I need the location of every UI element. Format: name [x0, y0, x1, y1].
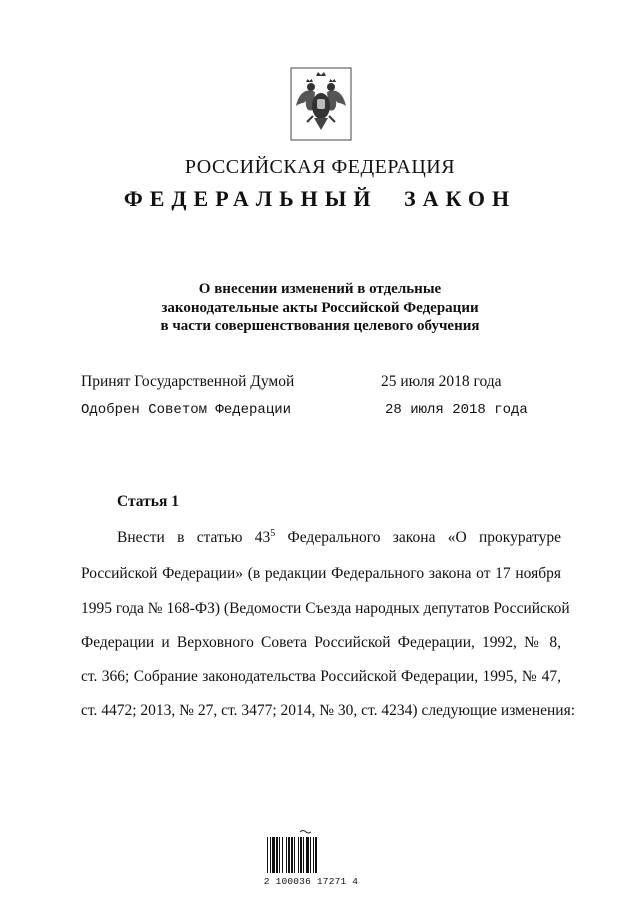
article-superscript: 5 [270, 528, 276, 539]
adopted-by-duma-date: 25 июля 2018 года [381, 373, 502, 390]
adopted-by-duma-label: Принят Государственной Думой [81, 373, 295, 390]
barcode-icon [266, 829, 348, 874]
article-text-line [117, 529, 561, 547]
article-text-line: ст. 4472; 2013, № 27, ст. 3477; 2014, № 30, ст. 4234) следующие изменения: [81, 702, 576, 719]
approved-by-council-label: Одобрен Советом Федерации [81, 402, 292, 418]
article-heading: Статья 1 [117, 493, 179, 510]
document-type-heading: ФЕДЕРАЛЬНЫЙ ЗАКОН [123, 186, 517, 211]
article-text-line: 1995 года № 168-ФЗ) (Ведомости Съезда народных депутатов Российской [81, 600, 570, 617]
law-title-line: в части совершенствования целевого обучения [160, 318, 480, 334]
article-text-line: Российской Федерации» (в редакции Федерального закона от 17 ноября [81, 565, 561, 582]
article-text-segment: Внести в статью 43 [117, 529, 271, 546]
article-text-segment: Федерального закона «О прокуратуре [275, 529, 561, 546]
article-text-line: ст. 366; Собрание законодательства Российской Федерации, 1995, № 47, [81, 668, 561, 685]
law-title-line: О внесении изменений в отдельные [198, 281, 442, 297]
coat-of-arms-icon [289, 66, 353, 142]
law-title [0, 280, 640, 336]
approved-by-council-date: 28 июля 2018 года [385, 402, 528, 418]
barcode-number: 2 100036 17271 4 [263, 876, 359, 887]
law-title-line: законодательные акты Российской Федерации [161, 299, 479, 316]
country-heading: РОССИЙСКАЯ ФЕДЕРАЦИЯ [184, 156, 456, 178]
article-text-line: Федерации и Верховного Совета Российской Федерации, 1992, № 8, [81, 634, 561, 651]
